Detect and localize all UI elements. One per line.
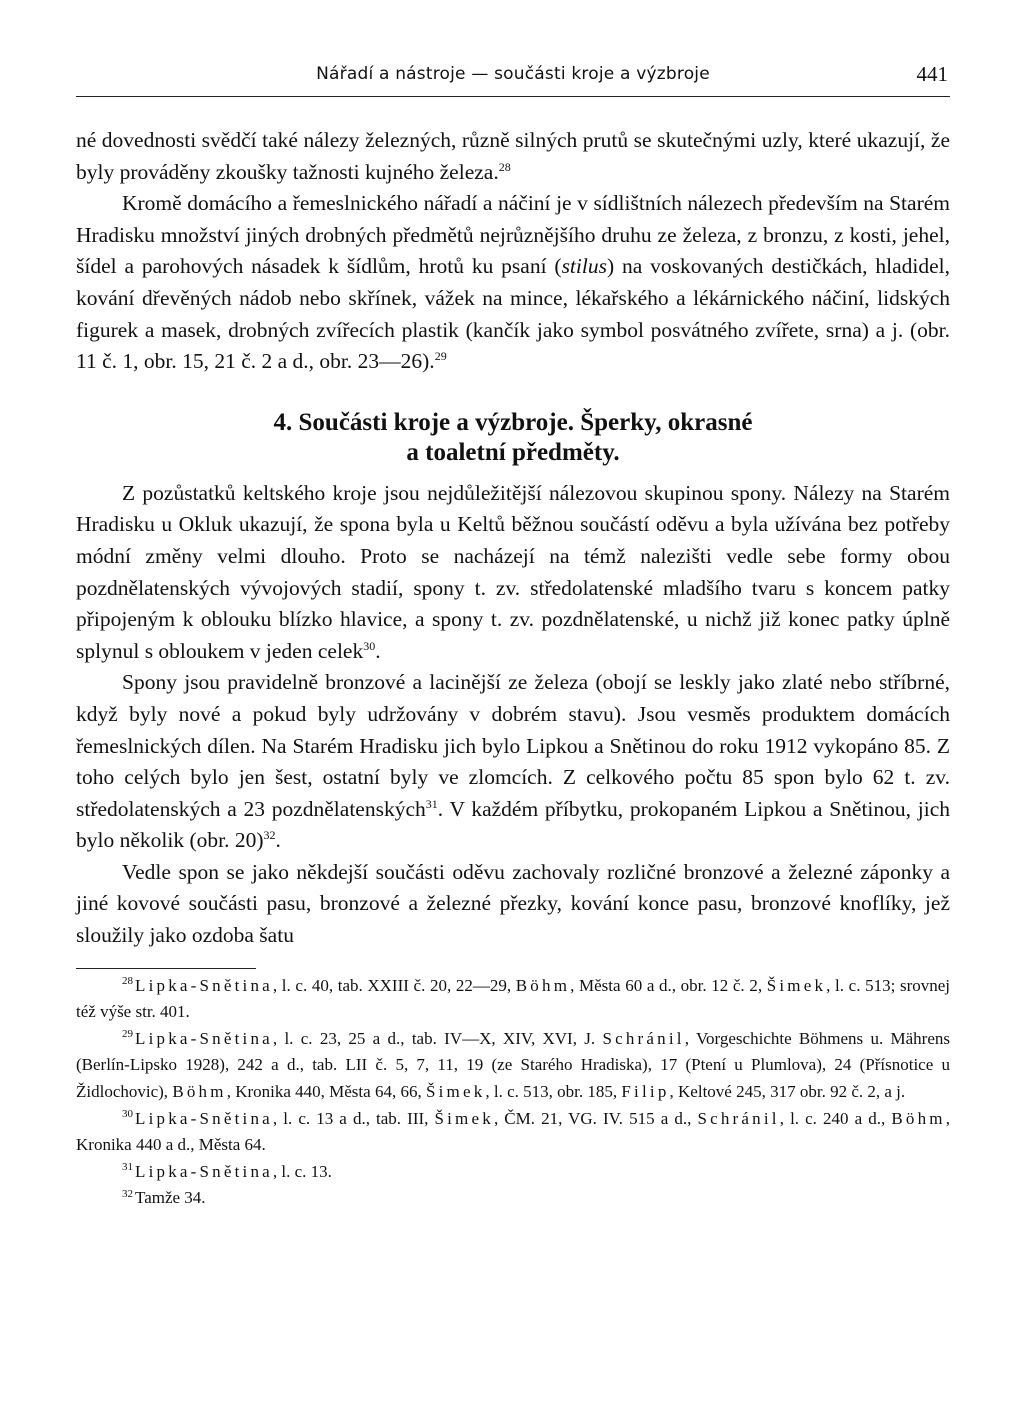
footnote-text: , Keltové 245, 317 obr. 92 č. 2, a j. xyxy=(669,1082,906,1102)
footnote-29 xyxy=(76,1026,950,1106)
paragraph-brooch-material xyxy=(76,667,950,857)
author-name: Böhm xyxy=(891,1108,946,1128)
author-name: Schránil xyxy=(602,1028,685,1048)
footnote-text: , l. c. 40, tab. XXIII č. 20, 22—29, xyxy=(272,975,516,995)
footnote-32 xyxy=(76,1185,950,1212)
footnote-text: , l. c. 240 a d., xyxy=(779,1108,892,1128)
footnote-ref-30[interactable]: 30 xyxy=(363,638,376,653)
author-name: Lipka-Snětina xyxy=(135,1028,273,1048)
book-page xyxy=(76,58,950,1212)
italic-term: stilus xyxy=(561,254,607,279)
footnote-number: 32 xyxy=(122,1187,133,1200)
paragraph-text: Z pozůstatků keltského kroje jsou nejdůležitější nálezovou skupinou spony. Nálezy na Starém Hradisku u Okluk ukazují, že spona byla u Keltů běžnou součástí oděvu a byla užívána bez potřeby módní změny velmi dlouho. Proto se nacházejí na témž nalezišti vedle sebe formy obou pozdnělatenských vývojových stadií, spony t. zv. středolatenské mladšího tvaru s koncem patky připojeným k oblouku blízko hlavice, a spony t. zv. pozdnělatenské, u nichž již konec patky úplně splynul s obloukem v jeden celek xyxy=(76,480,950,663)
paragraph-brooches xyxy=(76,478,950,668)
footnote-text: , Města 60 a d., obr. 12 č. 2, xyxy=(570,975,767,995)
author-name: Schránil xyxy=(697,1108,780,1128)
footnote-number: 31 xyxy=(122,1161,133,1174)
section-heading-line: 4. Součásti kroje a výzbroje. Šperky, okrasné xyxy=(273,408,753,436)
author-name: Lipka-Snětina xyxy=(135,1161,273,1181)
paragraph-text: Vedle spon se jako někdejší součásti oděvu zachovaly rozličné bronzové a železné záponky a jiné kovové součásti pasu, bronzové a železné přezky, kování konce pasu, bronzové knoflíky, jež sloužily jako ozdoba šatu xyxy=(76,859,950,948)
section-heading xyxy=(76,408,950,468)
footnotes-section xyxy=(76,968,950,1212)
paragraph-text: né dovednosti svědčí také nálezy železných, různě silných prutů se skutečnými uzly, které ukazují, že byly prováděny zkoušky tažnosti kujného železa. xyxy=(76,128,950,184)
footnote-ref-28[interactable]: 28 xyxy=(498,159,511,174)
paragraph-belt-parts xyxy=(76,857,950,952)
footnote-text: Tamže 34. xyxy=(135,1188,206,1208)
paragraph-tools xyxy=(76,188,950,378)
paragraph-text: ) na voskovaných destičkách, hladidel, kování dřevěných nádob nebo skřínek, vážek na mince, lékařského a lékárnického náčiní, lidských figurek a masek, drobných zvířecích plastik (kančík jako symbol posvátného zvířete, srna) a j. (obr. 11 č. 1, obr. 15, 21 č. 2 a d., obr. 23—26). xyxy=(76,254,950,374)
author-name: Šimek xyxy=(766,975,827,995)
footnote-text: , Kronika 440 a d., Města 64. xyxy=(76,1108,950,1155)
footnote-number: 28 xyxy=(122,975,133,987)
paragraph-continuation xyxy=(76,125,950,188)
footnote-ref-32[interactable]: 32 xyxy=(263,828,276,843)
paragraph-text: Spony jsou pravidelně bronzové a lacinější ze železa (obojí se leskly jako zlaté nebo stříbrné, když byly nové a pokud byly udržovány v dobrém stavu). Jsou vesměs produktem domácích řemeslnických dílen. Na Starém Hradisku jich bylo Lipkou a Snětinou do roku 1912 vykopáno 85. Z toho celých bylo jen šest, ostatní byly ve zlomcích. Z celkového počtu 85 spon bylo 62 t. zv. středolatenských a 23 pozdnělatenských xyxy=(76,670,950,821)
running-title: Nářadí a nástroje — součásti kroje a výzbroje xyxy=(316,64,710,84)
footnote-30 xyxy=(76,1106,950,1159)
footnote-ref-29[interactable]: 29 xyxy=(434,349,447,363)
author-name: Lipka-Snětina xyxy=(135,1108,273,1128)
footnote-text: , l. c. 513, obr. 185, xyxy=(485,1082,622,1102)
author-name: Böhm xyxy=(515,975,571,995)
author-name: Šimek xyxy=(425,1082,486,1102)
paragraph-text: . xyxy=(275,828,281,853)
footnote-text: , Kronika 440, Města 64, 66, xyxy=(226,1082,426,1102)
paragraph-text: . xyxy=(375,638,381,663)
footnote-text: , l. c. 513; srovnej též výše str. 401. xyxy=(76,975,951,1022)
page-number: 441 xyxy=(916,62,948,86)
footnote-text: , l. c. 13 a d., tab. III, xyxy=(272,1108,435,1128)
footnote-divider xyxy=(76,968,256,969)
footnote-28 xyxy=(76,973,950,1026)
author-name: Böhm xyxy=(172,1082,227,1102)
footnote-31 xyxy=(76,1159,950,1186)
footnote-text: , l. c. 23, 25 a d., tab. IV—X, XIV, XVI, J. xyxy=(272,1028,603,1048)
footnote-text: , ČM. 21, VG. IV. 515 a d., xyxy=(493,1108,698,1128)
footnote-ref-31[interactable]: 31 xyxy=(425,796,438,811)
author-name: Lipka-Snětina xyxy=(135,975,273,995)
author-name: Šimek xyxy=(434,1108,494,1128)
paragraph-text: . V každém příbytku, prokopaném Lipkou a Snětinou, jich bylo několik (obr. 20) xyxy=(76,796,950,853)
footnote-number: 30 xyxy=(122,1107,133,1120)
paragraph-text: Kromě domácího a řemeslnického nářadí a náčiní je v sídlištních nálezech především na Starém Hradisku množství jiných drobných předmětů nejrůznějšího druhu ze železa, z bronzu, z kosti, jehel, šídel a parohových násadek k šídlům, hrotů ku psaní ( xyxy=(76,191,950,279)
section-heading-line: a toaletní předměty. xyxy=(406,438,620,466)
main-text xyxy=(76,125,950,952)
footnote-text: , Vorgeschichte Böhmens u. Mährens (Berlín-Lipsko 1928), 242 a d., tab. LII č. 5, 7, 11, 19 (ze Starého Hradiska), 17 (Ptení u Plumlova), 24 (Přísnotice u Židlochovic), xyxy=(76,1028,950,1102)
footnotes xyxy=(76,973,950,1212)
footnote-text: , l. c. 13. xyxy=(272,1161,332,1181)
author-name: Filip xyxy=(621,1082,670,1102)
running-header xyxy=(76,58,950,97)
footnote-number: 29 xyxy=(122,1028,133,1041)
